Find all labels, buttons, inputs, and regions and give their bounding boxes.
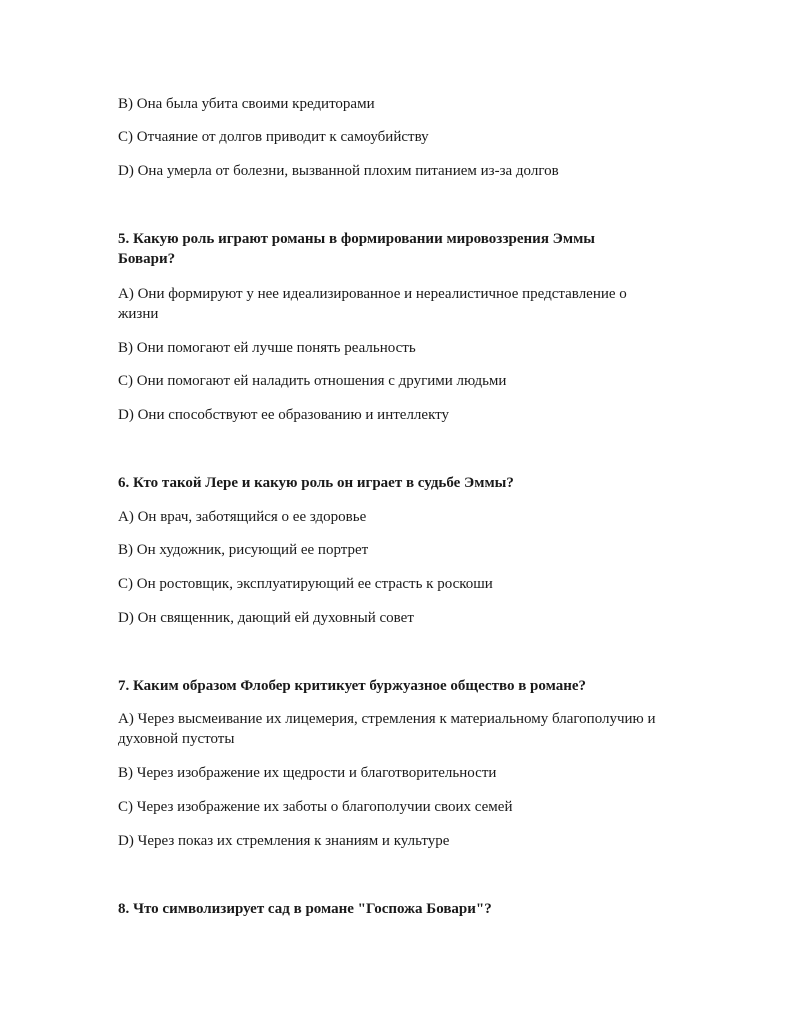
- answer-option: D) Через показ их стремления к знаниям и культуре: [118, 833, 450, 849]
- answer-option: B) Она была убита своими кредиторами: [118, 96, 375, 112]
- question-heading-continued: Бовари?: [118, 251, 176, 267]
- answer-option: A) Через высмеивание их лицемерия, стремления к материальному благополучию и: [118, 711, 656, 727]
- answer-option: C) Отчаяние от долгов приводит к самоубийству: [118, 129, 429, 145]
- question-heading: 6. Кто такой Лере и какую роль он играет в судьбе Эммы?: [118, 475, 514, 491]
- answer-option: A) Он врач, заботящийся о ее здоровье: [118, 509, 367, 525]
- answer-option: B) Они помогают ей лучше понять реальность: [118, 340, 416, 356]
- question-heading: 5. Какую роль играют романы в формировании мировоззрения Эммы: [118, 231, 596, 247]
- answer-option: A) Они формируют у нее идеализированное и нереалистичное представление о: [118, 286, 627, 302]
- answer-option: C) Через изображение их заботы о благополучии своих семей: [118, 799, 513, 815]
- answer-option: D) Они способствуют ее образованию и интеллекту: [118, 407, 450, 423]
- question-heading: 8. Что символизирует сад в романе "Госпожа Бовари"?: [118, 901, 492, 917]
- answer-option-continued: жизни: [118, 306, 159, 322]
- answer-option: D) Она умерла от болезни, вызванной плохим питанием из-за долгов: [118, 163, 559, 179]
- question-heading: 7. Каким образом Флобер критикует буржуазное общество в романе?: [118, 678, 587, 694]
- answer-option: B) Через изображение их щедрости и благотворительности: [118, 765, 497, 781]
- answer-option-continued: духовной пустоты: [118, 731, 235, 747]
- answer-option: C) Они помогают ей наладить отношения с другими людьми: [118, 373, 507, 389]
- answer-option: C) Он ростовщик, эксплуатирующий ее страсть к роскоши: [118, 576, 493, 592]
- answer-option: B) Он художник, рисующий ее портрет: [118, 542, 369, 558]
- answer-option: D) Он священник, дающий ей духовный совет: [118, 610, 414, 626]
